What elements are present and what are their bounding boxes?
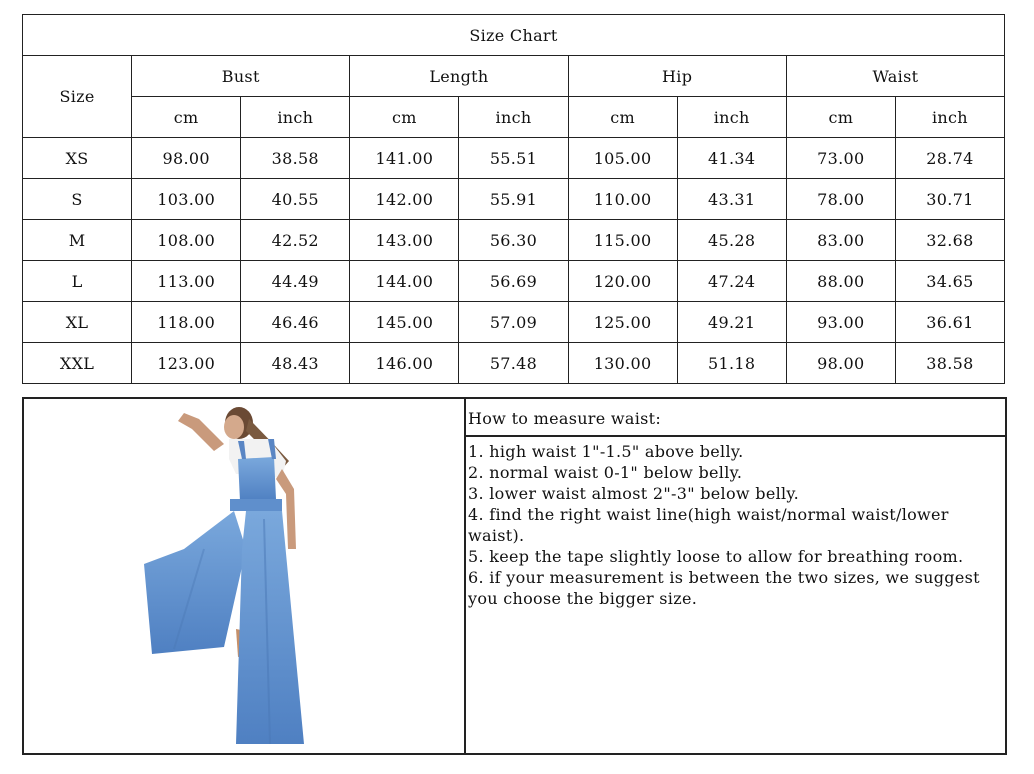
table-cell: 88.00 — [786, 261, 895, 302]
table-cell: 144.00 — [350, 261, 459, 302]
list-item: 4. find the right waist line(high waist/normal waist/lower waist). — [468, 505, 949, 545]
hip-header: Hip — [568, 56, 786, 97]
table-cell: 46.46 — [241, 302, 350, 343]
table-cell: 118.00 — [132, 302, 241, 343]
length-header: Length — [350, 56, 568, 97]
table-cell: 45.28 — [677, 220, 786, 261]
table-cell: 57.09 — [459, 302, 568, 343]
table-row — [23, 179, 1005, 220]
table-cell: 56.69 — [459, 261, 568, 302]
table-cell: 48.43 — [241, 343, 350, 384]
table-cell: 73.00 — [786, 138, 895, 179]
unit-header: inch — [895, 97, 1004, 138]
table-cell: 110.00 — [568, 179, 677, 220]
table-cell: 40.55 — [241, 179, 350, 220]
unit-header: inch — [241, 97, 350, 138]
table-cell: 56.30 — [459, 220, 568, 261]
unit-header: inch — [459, 97, 568, 138]
unit-header: cm — [132, 97, 241, 138]
measure-steps-list — [466, 437, 1005, 609]
table-cell: 130.00 — [568, 343, 677, 384]
table-cell: 42.52 — [241, 220, 350, 261]
table-cell: 57.48 — [459, 343, 568, 384]
list-item: 3. lower waist almost 2"-3" below belly. — [468, 484, 800, 503]
table-row — [23, 138, 1005, 179]
table-cell: 43.31 — [677, 179, 786, 220]
table-row — [23, 261, 1005, 302]
table-cell: 83.00 — [786, 220, 895, 261]
unit-header: cm — [786, 97, 895, 138]
table-cell: 41.34 — [677, 138, 786, 179]
unit-header: cm — [568, 97, 677, 138]
table-cell: 105.00 — [568, 138, 677, 179]
table-cell: 98.00 — [786, 343, 895, 384]
list-item: 6. if your measurement is between the two sizes, we suggest you choose the bigger size. — [468, 568, 980, 608]
table-cell: 108.00 — [132, 220, 241, 261]
product-photo — [24, 399, 466, 753]
table-cell: 44.49 — [241, 261, 350, 302]
size-chart-title: Size Chart — [23, 15, 1005, 56]
table-cell: 51.18 — [677, 343, 786, 384]
table-cell: 141.00 — [350, 138, 459, 179]
table-row — [23, 220, 1005, 261]
table-cell: 143.00 — [350, 220, 459, 261]
list-item: 5. keep the tape slightly loose to allow for breathing room. — [468, 547, 964, 566]
table-cell: 78.00 — [786, 179, 895, 220]
table-cell: 120.00 — [568, 261, 677, 302]
model-illustration — [24, 399, 464, 753]
size-label: M — [23, 220, 132, 261]
waist-header: Waist — [786, 56, 1004, 97]
list-item: 1. high waist 1"-1.5" above belly. — [468, 442, 744, 461]
table-cell: 28.74 — [895, 138, 1004, 179]
table-row — [23, 302, 1005, 343]
table-cell: 115.00 — [568, 220, 677, 261]
size-label: XS — [23, 138, 132, 179]
table-cell: 36.61 — [895, 302, 1004, 343]
size-chart-table — [22, 14, 1005, 384]
table-cell: 47.24 — [677, 261, 786, 302]
size-label: XL — [23, 302, 132, 343]
table-cell: 103.00 — [132, 179, 241, 220]
table-cell: 98.00 — [132, 138, 241, 179]
table-cell: 145.00 — [350, 302, 459, 343]
table-row — [23, 343, 1005, 384]
bust-header: Bust — [132, 56, 350, 97]
unit-header: cm — [350, 97, 459, 138]
table-cell: 55.91 — [459, 179, 568, 220]
table-cell: 30.71 — [895, 179, 1004, 220]
table-cell: 123.00 — [132, 343, 241, 384]
table-cell: 34.65 — [895, 261, 1004, 302]
measure-instructions — [466, 399, 1005, 753]
size-label: XXL — [23, 343, 132, 384]
table-cell: 125.00 — [568, 302, 677, 343]
table-cell: 32.68 — [895, 220, 1004, 261]
table-cell: 49.21 — [677, 302, 786, 343]
table-cell: 38.58 — [241, 138, 350, 179]
measure-section — [22, 397, 1007, 755]
unit-header: inch — [677, 97, 786, 138]
table-cell: 113.00 — [132, 261, 241, 302]
table-cell: 38.58 — [895, 343, 1004, 384]
measure-title: How to measure waist: — [466, 399, 1005, 437]
size-header: Size — [23, 56, 132, 138]
table-cell: 146.00 — [350, 343, 459, 384]
size-label: S — [23, 179, 132, 220]
table-cell: 93.00 — [786, 302, 895, 343]
table-cell: 55.51 — [459, 138, 568, 179]
list-item: 2. normal waist 0-1" below belly. — [468, 463, 743, 482]
table-cell: 142.00 — [350, 179, 459, 220]
units-row — [23, 97, 1005, 138]
size-label: L — [23, 261, 132, 302]
